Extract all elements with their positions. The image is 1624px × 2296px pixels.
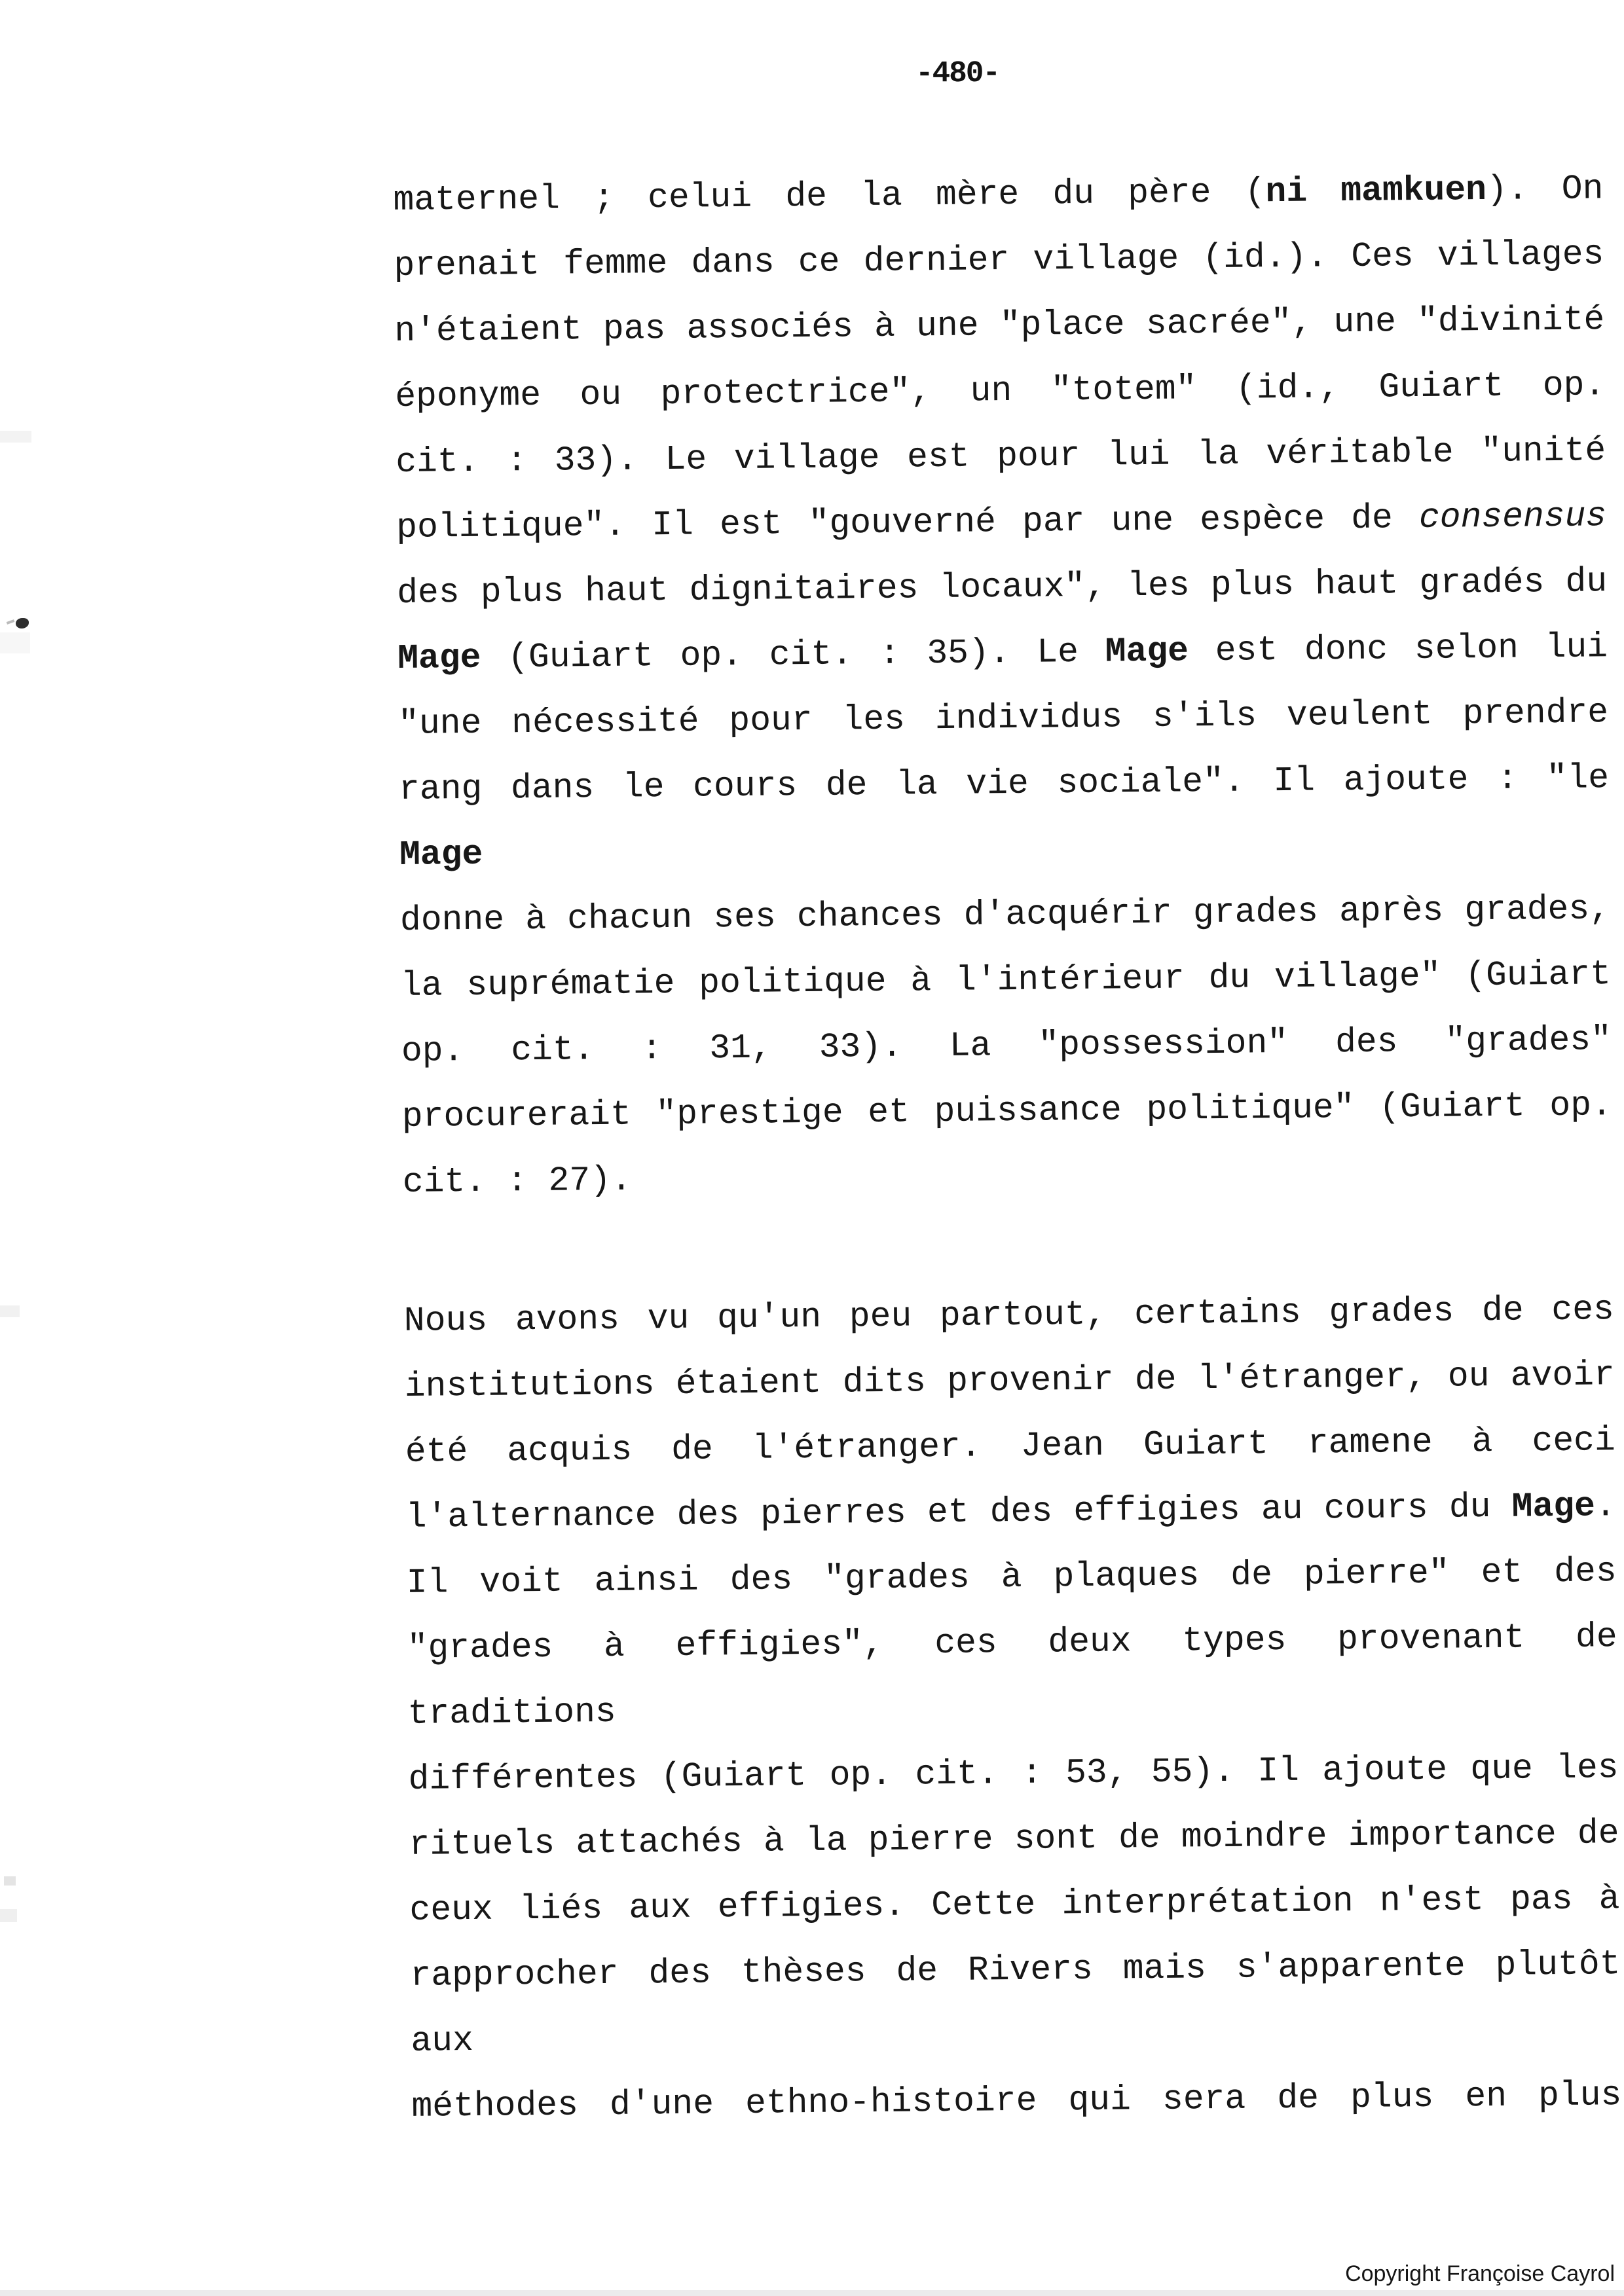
- text-line: [405, 1408, 1615, 1485]
- italic-text: consensus: [1418, 496, 1607, 538]
- text-segment: maternel ; celui de la mère du père (: [393, 172, 1266, 220]
- text-segment: n'étaient pas associés à une "place sacrée", une "divinité: [394, 300, 1605, 351]
- bold-text: Mage: [397, 638, 481, 678]
- text-segment: "une nécessité pour les individus s'ils veulent prendre: [397, 693, 1609, 744]
- text-segment: Il voit ainsi des "grades à plaques de pierre" et des: [406, 1552, 1617, 1603]
- text-segment: cit. : 33). Le village est pour lui la véritable "unité: [396, 431, 1606, 482]
- page-number: -480-: [915, 56, 1000, 91]
- text-line: [403, 1277, 1614, 1354]
- text-line: [397, 614, 1608, 691]
- text-line: [409, 1866, 1620, 1943]
- text-segment: été acquis de l'étranger. Jean Guiart ramene à ceci: [405, 1421, 1616, 1472]
- scan-artifact: [16, 618, 29, 629]
- text-segment: méthodes d'une ethno-histoire qui sera de plus en plus: [411, 2075, 1622, 2126]
- text-line: [405, 1473, 1616, 1550]
- text-segment: ). On: [1486, 169, 1604, 210]
- scan-edge: [0, 2290, 1624, 2296]
- scan-artifact: [0, 431, 31, 443]
- scan-artifact: [7, 619, 15, 625]
- text-line: [398, 680, 1609, 757]
- bold-text: Mage: [1105, 631, 1189, 672]
- text-segment: politique". Il est "gouverné par une espèce de: [396, 498, 1420, 547]
- text-segment: différentes (Guiart op. cit. : 53, 55). Il ajoute que les: [408, 1748, 1619, 1799]
- text-line: [400, 876, 1611, 953]
- copyright-notice: Copyright Françoise Cayrol: [1345, 2261, 1615, 2286]
- text-segment: procurerait "prestige et puissance politique" (Guiart op.: [401, 1085, 1613, 1137]
- bold-text: Mage: [399, 834, 483, 875]
- text-segment: ceux liés aux effigies. Cette interprétation n'est pas à: [409, 1879, 1620, 1930]
- text-segment: rituels attachés à la pierre sont de moindre importance de: [409, 1813, 1619, 1865]
- text-segment: cit. : 27).: [402, 1160, 633, 1202]
- text-line: [394, 221, 1604, 299]
- text-segment: rang dans le cours de la vie sociale". Il ajoute : "le: [398, 758, 1610, 809]
- text-line: [408, 1735, 1619, 1812]
- text-segment: des plus haut dignitaires locaux", les plus haut gradés du: [396, 562, 1608, 613]
- text-segment: donne à chacun ses chances d'acquérir grades après grades,: [399, 889, 1611, 940]
- bold-text: ni mamkuen: [1265, 170, 1487, 212]
- scan-artifact: [4, 1876, 16, 1886]
- text-line: [409, 1800, 1619, 1878]
- text-line: [395, 352, 1606, 429]
- paragraph: [403, 1277, 1621, 2140]
- text-line: [401, 941, 1612, 1019]
- text-line: [394, 287, 1605, 364]
- scan-artifact: [0, 632, 30, 653]
- text-line: [397, 549, 1608, 626]
- text-line: [406, 1539, 1617, 1616]
- text-segment: la suprématie politique à l'intérieur du village" (Guiart: [400, 955, 1612, 1006]
- text-segment: éponyme ou protectrice", un "totem" (id., Guiart op.: [395, 365, 1606, 416]
- scan-artifact: [0, 1305, 20, 1317]
- text-line: [411, 2062, 1622, 2140]
- text-line: [410, 1931, 1621, 2074]
- paragraph: [393, 156, 1613, 1215]
- scan-artifact: [0, 1909, 17, 1922]
- text-line: [401, 1072, 1612, 1150]
- text-body: [393, 156, 1622, 2140]
- text-segment: institutions étaient dits provenir de l'étranger, ou avoir: [404, 1355, 1615, 1406]
- text-segment: rapprocher des thèses de Rivers mais s'apparente plutôt aux: [410, 1944, 1621, 2061]
- text-segment: "grades à effigies", ces deux types provenant de traditions: [407, 1617, 1617, 1734]
- text-segment: est donc selon lui: [1188, 627, 1608, 671]
- text-segment: Nous avons vu qu'un peu partout, certains grades de ces: [403, 1290, 1615, 1341]
- text-line: [401, 1007, 1612, 1084]
- text-segment: .: [1595, 1486, 1616, 1526]
- text-segment: l'alternance des pierres et des effigies au cours du: [405, 1487, 1512, 1537]
- text-line: [404, 1342, 1615, 1419]
- text-line: [399, 745, 1610, 888]
- text-segment: (Guiart op. cit. : 35). Le: [481, 632, 1106, 678]
- text-line: [396, 418, 1606, 495]
- text-line: [393, 156, 1604, 233]
- text-line: [407, 1604, 1618, 1747]
- text-line: [396, 483, 1607, 560]
- text-segment: prenait femme dans ce dernier village (id.). Ces villages: [394, 234, 1604, 285]
- text-line: [402, 1138, 1613, 1215]
- text-segment: op. cit. : 31, 33). La "possession" des "grades": [401, 1020, 1612, 1071]
- bold-text: Mage: [1511, 1486, 1596, 1527]
